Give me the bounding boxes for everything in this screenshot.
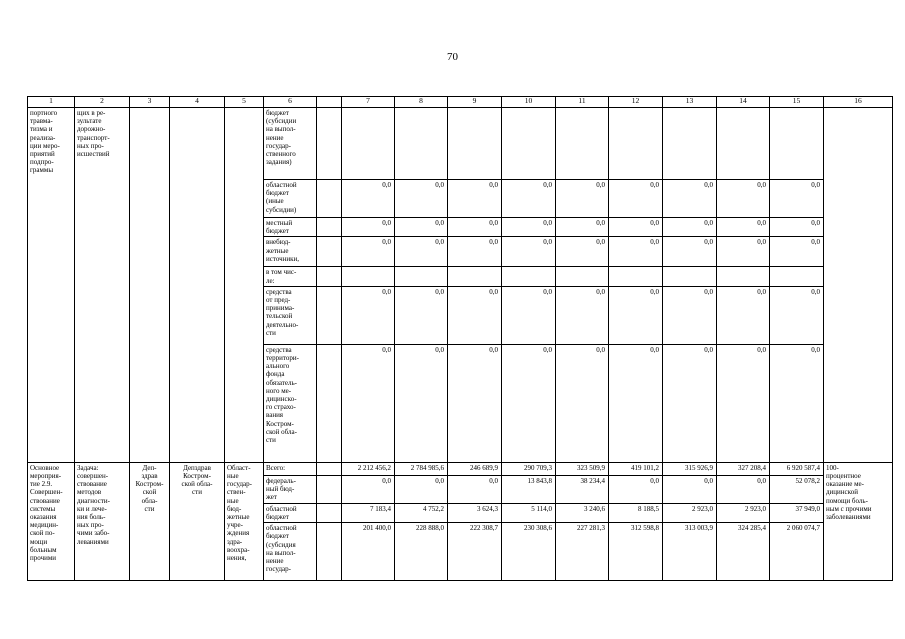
value-cell: 327 208,4 bbox=[717, 462, 770, 475]
value-cell: 0,0 bbox=[770, 180, 824, 218]
value-cell: 0,0 bbox=[609, 237, 663, 267]
value-cell: 312 598,8 bbox=[609, 523, 663, 581]
header-cell: 5 bbox=[225, 97, 264, 108]
value-cell bbox=[395, 267, 448, 286]
value-cell: 3 624,3 bbox=[448, 503, 502, 522]
value-cell: 0,0 bbox=[770, 237, 824, 267]
value-cell: 0,0 bbox=[770, 344, 824, 462]
value-cell bbox=[717, 267, 770, 286]
value-cell: 315 926,9 bbox=[663, 462, 717, 475]
value-cell: 0,0 bbox=[663, 237, 717, 267]
value-cell bbox=[502, 108, 556, 180]
value-cell: 0,0 bbox=[448, 286, 502, 344]
value-cell: 0,0 bbox=[609, 218, 663, 237]
value-cell bbox=[342, 108, 395, 180]
value-cell bbox=[342, 267, 395, 286]
value-cell: 0,0 bbox=[717, 180, 770, 218]
funding-source-cell: областной бюджет (иные субсидии) bbox=[264, 180, 317, 218]
coordinator-cell bbox=[170, 108, 225, 463]
indicator-cell bbox=[824, 108, 893, 463]
value-cell: 0,0 bbox=[717, 237, 770, 267]
budget-table bbox=[27, 96, 893, 581]
value-cell: 0,0 bbox=[663, 475, 717, 503]
value-cell: 4 752,2 bbox=[395, 503, 448, 522]
value-cell bbox=[556, 108, 609, 180]
value-cell: 0,0 bbox=[395, 286, 448, 344]
value-cell: 419 101,2 bbox=[609, 462, 663, 475]
funding-source-cell: федераль- ный бюд- жет bbox=[264, 475, 317, 503]
indicator-cell: 100- процентное оказание ме- дицинской помощи боль- ным с прочими заболеваниями bbox=[824, 462, 893, 580]
value-cell: 290 709,3 bbox=[502, 462, 556, 475]
executor-cell: Деп- здрав Костром- ской обла- сти bbox=[130, 462, 170, 580]
header-cell: 9 bbox=[448, 97, 502, 108]
value-cell bbox=[770, 267, 824, 286]
value-cell: 0,0 bbox=[556, 218, 609, 237]
value-cell: 2 923,0 bbox=[717, 503, 770, 522]
value-cell: 0,0 bbox=[556, 286, 609, 344]
value-cell: 0,0 bbox=[609, 286, 663, 344]
coordinator-cell: Депздрав Костром- ской обла- сти bbox=[170, 462, 225, 580]
header-cell: 16 bbox=[824, 97, 893, 108]
event-name-cell: Основное мероприя- тие 2.9. Совершен- ствование системы оказания медицин- ской по- мощи больным прочими bbox=[28, 462, 75, 580]
blank-cell bbox=[317, 503, 342, 522]
value-cell: 0,0 bbox=[448, 344, 502, 462]
value-cell bbox=[556, 267, 609, 286]
value-cell: 37 949,0 bbox=[770, 503, 824, 522]
value-cell: 0,0 bbox=[717, 344, 770, 462]
blank-cell bbox=[317, 218, 342, 237]
blank-cell bbox=[317, 108, 342, 180]
value-cell: 5 114,0 bbox=[502, 503, 556, 522]
event-name-cell: портного травма- тизма и реализа- ции меро- приятий подпро- граммы bbox=[28, 108, 75, 463]
blank-cell bbox=[317, 237, 342, 267]
header-row bbox=[28, 97, 893, 108]
value-cell: 0,0 bbox=[770, 286, 824, 344]
funding-source-cell: местный бюджет bbox=[264, 218, 317, 237]
value-cell: 0,0 bbox=[448, 237, 502, 267]
value-cell: 0,0 bbox=[395, 475, 448, 503]
blank-cell bbox=[317, 286, 342, 344]
value-cell: 0,0 bbox=[342, 237, 395, 267]
funding-source-cell: внебюд- жетные источники, bbox=[264, 237, 317, 267]
participant-cell bbox=[225, 108, 264, 463]
blank-cell bbox=[317, 475, 342, 503]
funding-source-cell: в том чис- ле: bbox=[264, 267, 317, 286]
value-cell bbox=[448, 267, 502, 286]
value-cell: 0,0 bbox=[717, 218, 770, 237]
header-cell: 1 bbox=[28, 97, 75, 108]
value-cell: 52 078,2 bbox=[770, 475, 824, 503]
blank-cell bbox=[317, 344, 342, 462]
value-cell: 0,0 bbox=[342, 180, 395, 218]
value-cell: 228 888,0 bbox=[395, 523, 448, 581]
funding-source-cell: Всего: bbox=[264, 462, 317, 475]
value-cell bbox=[502, 267, 556, 286]
page-number: 70 bbox=[447, 51, 458, 63]
funding-source-cell: областной бюджет (субсидия на выпол- нение государ- bbox=[264, 523, 317, 581]
funding-source-cell: средства от пред- принима- тельской деятельно- сти bbox=[264, 286, 317, 344]
value-cell: 0,0 bbox=[502, 180, 556, 218]
table-row bbox=[28, 462, 893, 475]
value-cell: 38 234,4 bbox=[556, 475, 609, 503]
funding-source-cell: областной бюджет bbox=[264, 503, 317, 522]
value-cell: 0,0 bbox=[770, 218, 824, 237]
value-cell: 0,0 bbox=[342, 218, 395, 237]
value-cell: 0,0 bbox=[663, 180, 717, 218]
value-cell: 227 281,3 bbox=[556, 523, 609, 581]
header-cell: 15 bbox=[770, 97, 824, 108]
value-cell: 2 923,0 bbox=[663, 503, 717, 522]
value-cell: 313 003,9 bbox=[663, 523, 717, 581]
header-cell: 2 bbox=[75, 97, 130, 108]
header-cell bbox=[317, 97, 342, 108]
value-cell: 0,0 bbox=[395, 344, 448, 462]
value-cell: 0,0 bbox=[502, 344, 556, 462]
funding-source-cell: средства территори- ального фонда обязатель- ного ме- дицинско- го страхо- вания Костром- ской обла- сти bbox=[264, 344, 317, 462]
task-cell: щих в ре- зультате дорожно- транспорт- ных про- исшествий bbox=[75, 108, 130, 463]
funding-source-cell: бюджет (субсидии на выпол- нение государ- ственного задания) bbox=[264, 108, 317, 180]
value-cell bbox=[609, 108, 663, 180]
value-cell: 0,0 bbox=[448, 475, 502, 503]
header-cell: 8 bbox=[395, 97, 448, 108]
value-cell: 324 285,4 bbox=[717, 523, 770, 581]
value-cell: 0,0 bbox=[663, 344, 717, 462]
value-cell bbox=[395, 108, 448, 180]
value-cell: 0,0 bbox=[448, 180, 502, 218]
value-cell: 246 689,9 bbox=[448, 462, 502, 475]
value-cell: 0,0 bbox=[717, 475, 770, 503]
value-cell bbox=[663, 108, 717, 180]
value-cell: 323 509,9 bbox=[556, 462, 609, 475]
header-cell: 3 bbox=[130, 97, 170, 108]
value-cell bbox=[448, 108, 502, 180]
value-cell bbox=[663, 267, 717, 286]
executor-cell bbox=[130, 108, 170, 463]
value-cell: 7 183,4 bbox=[342, 503, 395, 522]
value-cell: 0,0 bbox=[395, 237, 448, 267]
value-cell: 0,0 bbox=[448, 218, 502, 237]
header-cell: 7 bbox=[342, 97, 395, 108]
value-cell bbox=[717, 108, 770, 180]
value-cell: 0,0 bbox=[663, 286, 717, 344]
value-cell: 3 240,6 bbox=[556, 503, 609, 522]
participant-cell: Област- ные государ- ствен- ные бюд- жетные учре- ждения здра- воохра- нения, bbox=[225, 462, 264, 580]
value-cell: 0,0 bbox=[342, 475, 395, 503]
value-cell: 2 784 985,6 bbox=[395, 462, 448, 475]
value-cell: 0,0 bbox=[395, 180, 448, 218]
value-cell: 0,0 bbox=[609, 180, 663, 218]
value-cell bbox=[609, 267, 663, 286]
header-cell: 14 bbox=[717, 97, 770, 108]
value-cell: 0,0 bbox=[395, 218, 448, 237]
task-cell: Задача: совершен- ствование методов диагности- ки и лече- ния боль- ных про- чими забо- леваниями bbox=[75, 462, 130, 580]
value-cell: 0,0 bbox=[663, 218, 717, 237]
value-cell: 0,0 bbox=[342, 286, 395, 344]
value-cell: 0,0 bbox=[556, 344, 609, 462]
value-cell: 0,0 bbox=[609, 475, 663, 503]
header-cell: 10 bbox=[502, 97, 556, 108]
header-cell: 13 bbox=[663, 97, 717, 108]
header-cell: 12 bbox=[609, 97, 663, 108]
value-cell: 222 308,7 bbox=[448, 523, 502, 581]
value-cell: 0,0 bbox=[609, 344, 663, 462]
value-cell bbox=[770, 108, 824, 180]
blank-cell bbox=[317, 180, 342, 218]
value-cell: 0,0 bbox=[342, 344, 395, 462]
header-cell: 4 bbox=[170, 97, 225, 108]
table-row bbox=[28, 108, 893, 180]
value-cell: 0,0 bbox=[502, 218, 556, 237]
value-cell: 0,0 bbox=[556, 180, 609, 218]
blank-cell bbox=[317, 267, 342, 286]
value-cell: 201 400,0 bbox=[342, 523, 395, 581]
value-cell: 6 920 587,4 bbox=[770, 462, 824, 475]
value-cell: 0,0 bbox=[502, 237, 556, 267]
value-cell: 0,0 bbox=[717, 286, 770, 344]
blank-cell bbox=[317, 523, 342, 581]
value-cell: 2 212 456,2 bbox=[342, 462, 395, 475]
header-cell: 11 bbox=[556, 97, 609, 108]
value-cell: 8 188,5 bbox=[609, 503, 663, 522]
value-cell: 2 060 074,7 bbox=[770, 523, 824, 581]
value-cell: 0,0 bbox=[556, 237, 609, 267]
value-cell: 230 308,6 bbox=[502, 523, 556, 581]
value-cell: 13 843,8 bbox=[502, 475, 556, 503]
header-cell: 6 bbox=[264, 97, 317, 108]
blank-cell bbox=[317, 462, 342, 475]
value-cell: 0,0 bbox=[502, 286, 556, 344]
